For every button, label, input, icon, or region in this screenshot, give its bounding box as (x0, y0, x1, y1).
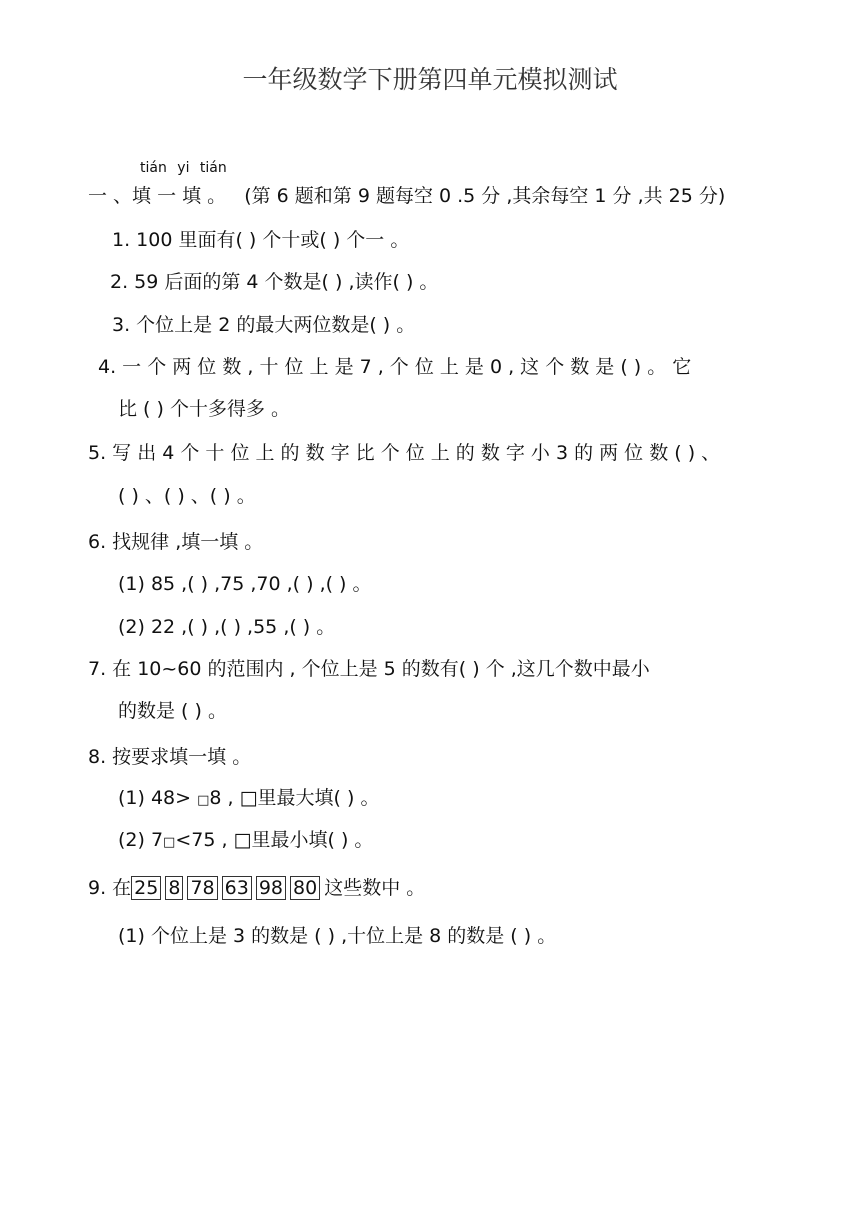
question-6-part-1: (1) 85 ,( ) ,75 ,70 ,( ) ,( ) 。 (118, 573, 372, 595)
section-title: 一 、填 一 填 。 (88, 185, 227, 207)
question-6-part-2: (2) 22 ,( ) ,( ) ,55 ,( ) 。 (118, 616, 336, 638)
question-3: 3. 个位上是 2 的最大两位数是( ) 。 (112, 314, 416, 336)
blank-square: □ (197, 793, 210, 808)
question-7-line-1: 7. 在 10~60 的范围内 , 个位上是 5 的数有( ) 个 ,这几个数中最小 (88, 658, 650, 680)
q9-prefix: 9. 在 (88, 877, 132, 899)
section-one-heading (88, 184, 725, 208)
page-title: 一年级数学下册第四单元模拟测试 (242, 65, 618, 94)
question-9-stem (88, 876, 425, 900)
question-5-line-2: ( ) 、( ) 、( ) 。 (118, 485, 256, 507)
question-8-stem: 8. 按要求填一填 。 (88, 746, 252, 768)
boxed-number: 8 (165, 876, 183, 900)
question-2: 2. 59 后面的第 4 个数是( ) ,读作( ) 。 (110, 271, 439, 293)
section-scoring-note: (第 6 题和第 9 题每空 0 .5 分 ,其余每空 1 分 ,共 25 分) (244, 185, 726, 207)
boxed-number: 78 (187, 876, 217, 900)
boxed-number: 80 (290, 876, 320, 900)
boxed-number: 25 (131, 876, 161, 900)
blank-square: □ (163, 835, 176, 850)
q8-part-1-prefix: (1) 48> (118, 787, 198, 809)
q9-suffix: 这些数中 。 (324, 877, 426, 899)
boxed-number: 98 (256, 876, 286, 900)
question-9-part-1: (1) 个位上是 3 的数是 ( ) ,十位上是 8 的数是 ( ) 。 (118, 925, 557, 947)
question-8-part-2 (118, 828, 373, 855)
pinyin-annotation: tián yi tián (140, 160, 227, 176)
q8-part-2-prefix: (2) 7 (118, 829, 164, 851)
question-5-line-1: 5. 写 出 4 个 十 位 上 的 数 字 比 个 位 上 的 数 字 小 3 的 两 位 数 ( ) 、 (88, 442, 721, 464)
q8-part-1-suffix: 8 , □里最大填( ) 。 (209, 787, 380, 809)
boxed-number: 63 (222, 876, 252, 900)
q8-part-2-suffix: <75 , □里最小填( ) 。 (175, 829, 374, 851)
question-1: 1. 100 里面有( ) 个十或( ) 个一 。 (112, 229, 410, 251)
question-4-line-1: 4. 一 个 两 位 数 , 十 位 上 是 7 , 个 位 上 是 0 , 这 个 数 是 ( ) 。 它 (98, 356, 692, 378)
question-6-stem: 6. 找规律 ,填一填 。 (88, 531, 264, 553)
question-4-line-2: 比 ( ) 个十多得多 。 (118, 398, 290, 420)
question-8-part-1 (118, 786, 379, 813)
question-7-line-2: 的数是 ( ) 。 (118, 700, 227, 722)
